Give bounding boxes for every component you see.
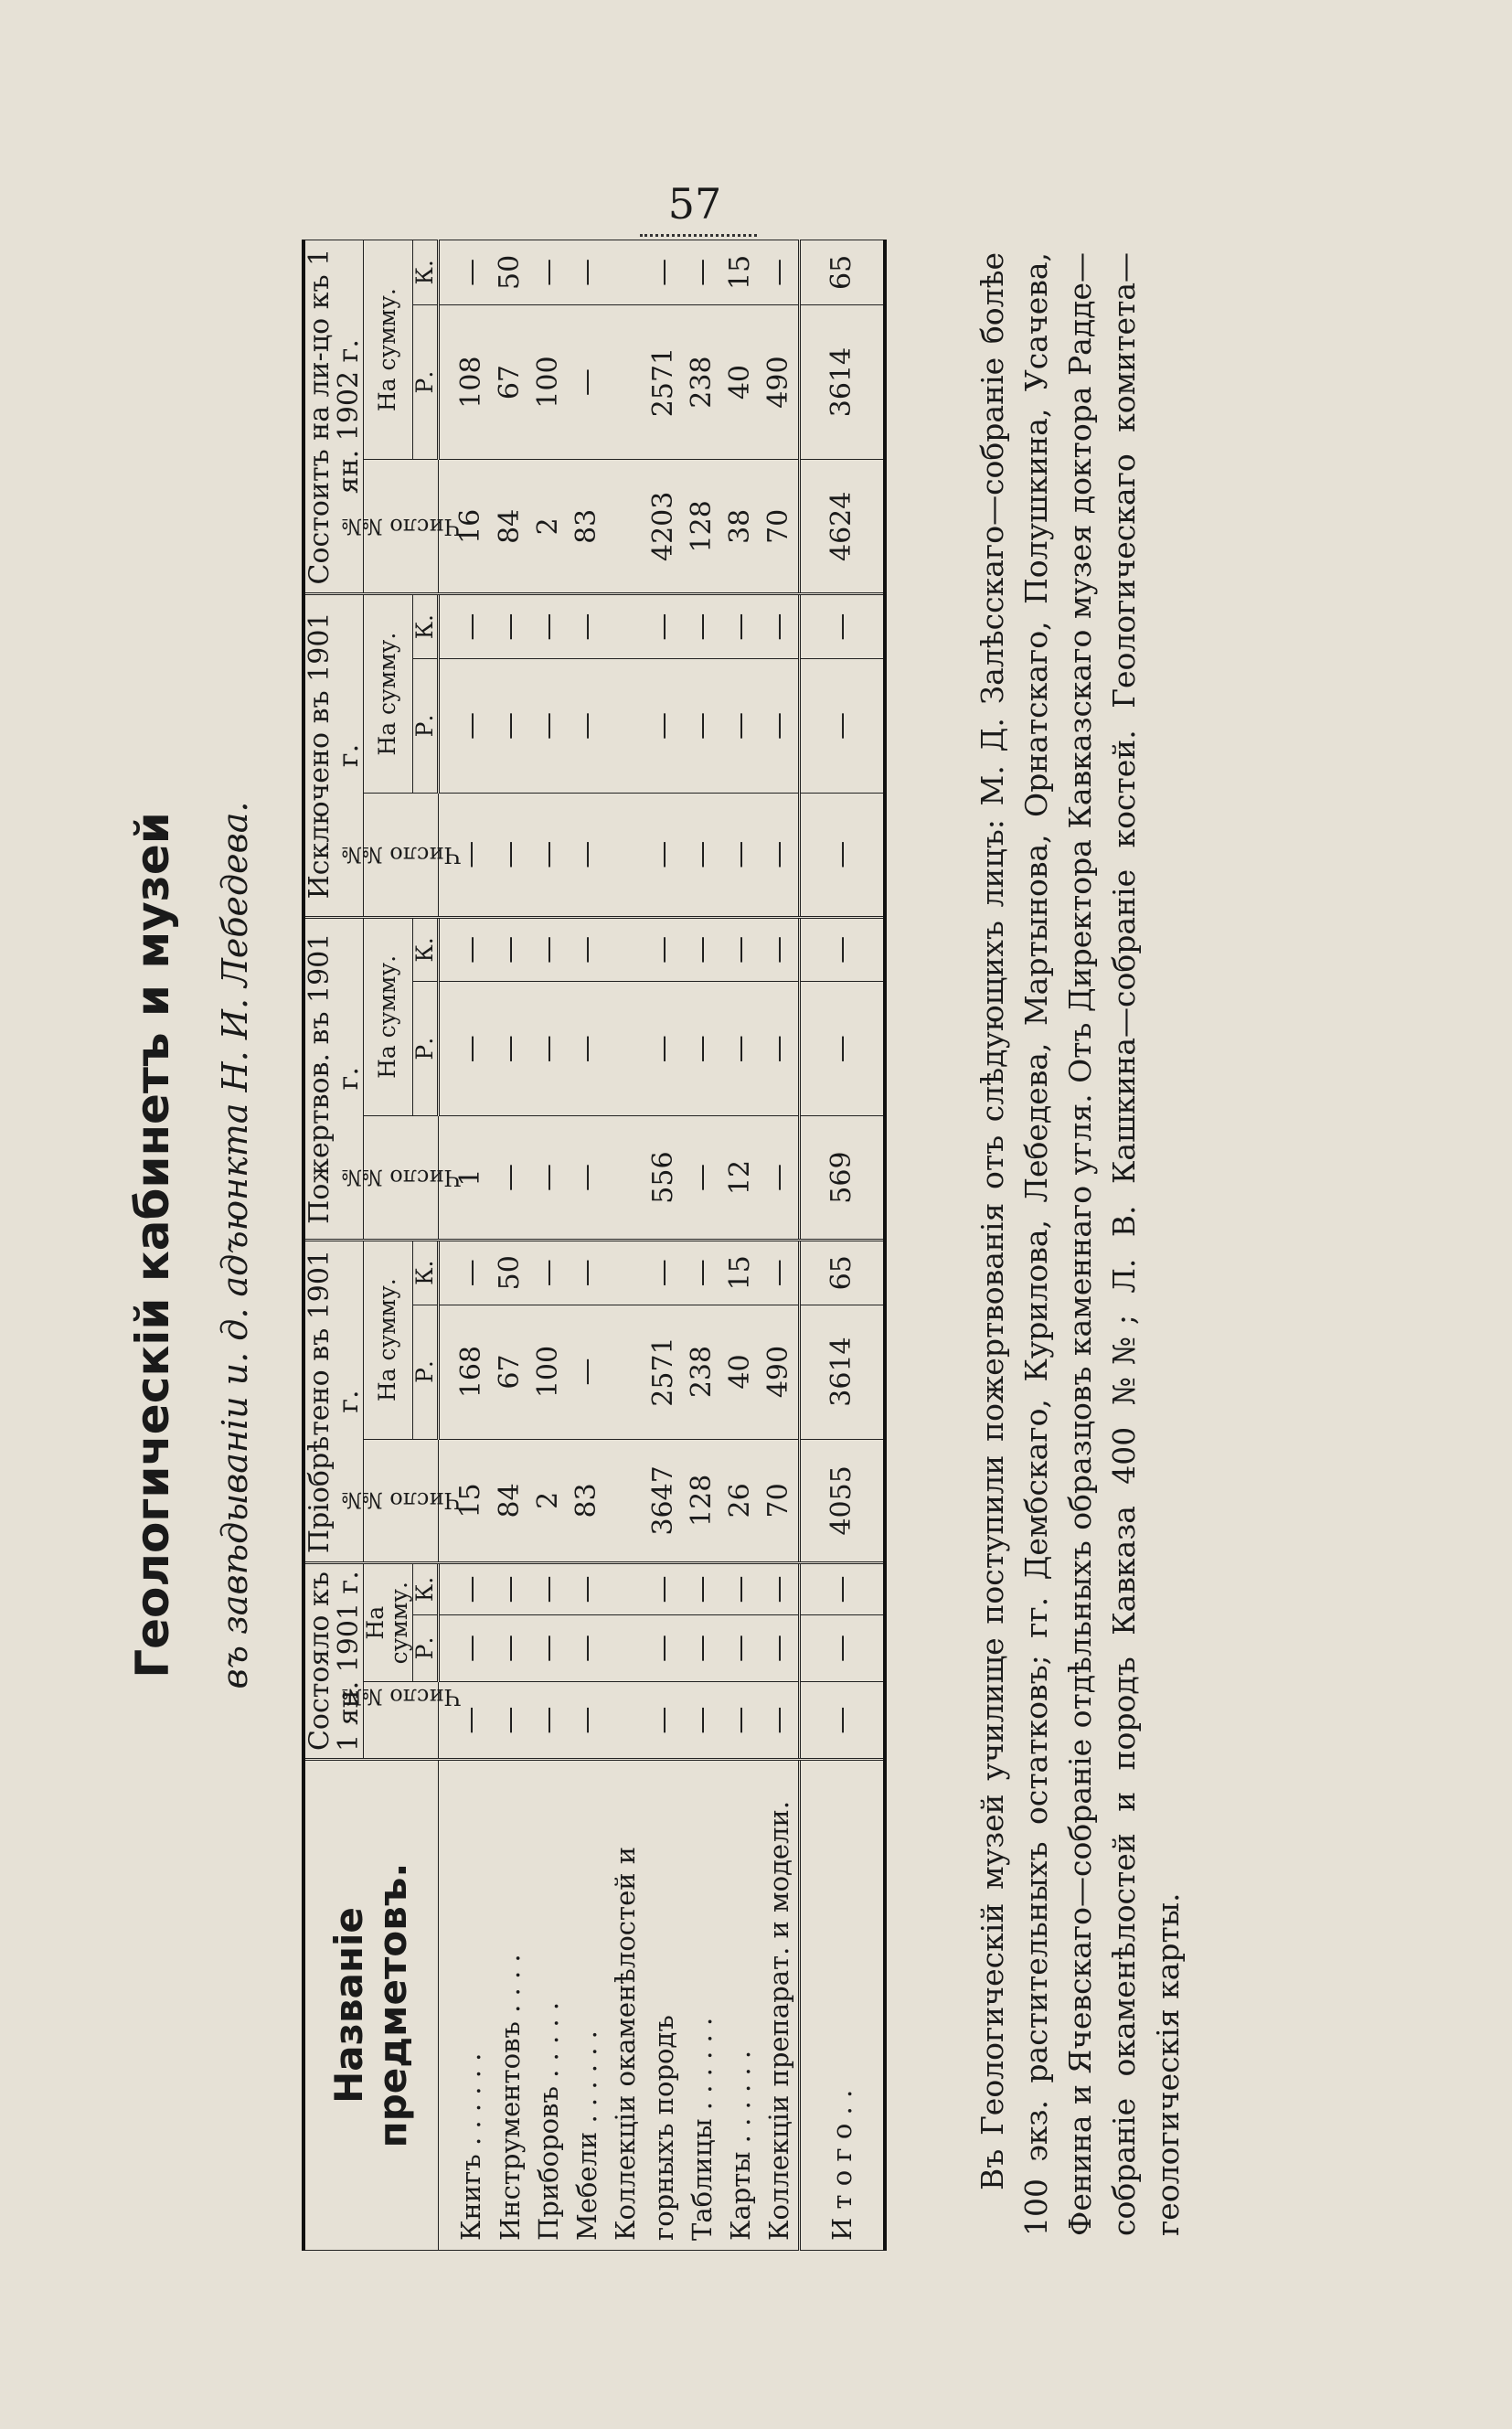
table-cell: —	[644, 1614, 683, 1681]
table-cell: —	[491, 793, 529, 917]
table-cell: 100	[529, 304, 568, 460]
column-header-name: Названіе предметовъ.	[303, 1760, 438, 2251]
row-name: Инструментовъ . . . .	[491, 1760, 529, 2251]
table-cell: 84	[491, 460, 529, 594]
table-cell	[606, 1563, 644, 1615]
table-cell: —	[438, 1682, 491, 1760]
table-cell	[606, 1240, 644, 1305]
subheader-rubles: Р.	[412, 1305, 438, 1439]
table-cell: 490	[760, 1305, 800, 1439]
table-cell: —	[491, 982, 529, 1116]
table-cell: 238	[683, 304, 721, 460]
table-cell: —	[568, 982, 606, 1116]
document-title: Геологическій кабинетъ и музей	[126, 812, 179, 1678]
subheader-sum: На сумму.	[364, 594, 413, 794]
table-cell: —	[683, 658, 721, 793]
subheader-sum: На сумму.	[364, 1563, 413, 1682]
table-cell: —	[644, 1563, 683, 1615]
table-cell: —	[683, 982, 721, 1116]
table-cell: —	[438, 1563, 491, 1615]
document-subtitle: въ завѣдываніи и. д. адъюнкта Н. И. Лебедева.	[215, 801, 255, 1689]
table-cell: —	[438, 917, 491, 982]
table-cell: 108	[438, 304, 491, 460]
row-name: Приборовъ . . . . .	[529, 1760, 568, 2251]
table-cell: —	[438, 793, 491, 917]
table-cell: —	[683, 594, 721, 659]
table-cell: 4055	[799, 1439, 885, 1563]
table-cell: —	[760, 1682, 800, 1760]
table-cell: 15	[438, 1439, 491, 1563]
subheader-number-label: Число №№	[341, 841, 462, 868]
table-cell: —	[568, 1116, 606, 1241]
table-row	[683, 240, 721, 2251]
group-header-excluded: Исключено въ 1901 г.	[303, 594, 364, 917]
row-name: Коллекціи окаменѣлостей и	[606, 1760, 644, 2251]
table-cell: —	[568, 1240, 606, 1305]
table-row	[568, 240, 606, 2251]
table-cell: —	[799, 594, 885, 659]
table-cell: —	[568, 594, 606, 659]
table-cell: 15	[721, 240, 760, 305]
subheader-sum: На сумму.	[364, 1240, 413, 1439]
subheader-rubles: Р.	[412, 304, 438, 460]
table-cell: 168	[438, 1305, 491, 1439]
table-cell: —	[644, 1240, 683, 1305]
subheader-number	[341, 460, 462, 594]
subheader-kopecks: К.	[412, 1240, 438, 1305]
table-cell: 3647	[644, 1439, 683, 1563]
table-cell: —	[683, 1682, 721, 1760]
table-cell: 84	[491, 1439, 529, 1563]
row-name: Коллекціи препарат. и модели.	[760, 1760, 800, 2251]
table-cell: 65	[799, 240, 885, 305]
table-cell	[606, 982, 644, 1116]
table-cell: —	[644, 594, 683, 659]
table-cell: —	[760, 982, 800, 1116]
table-cell	[606, 1682, 644, 1760]
table-cell: 83	[568, 1439, 606, 1563]
table-cell: —	[438, 240, 491, 305]
table-cell: —	[568, 1614, 606, 1681]
row-name: Мебели . . . . . .	[568, 1760, 606, 2251]
page-number: 57	[667, 179, 722, 229]
table-cell: —	[529, 982, 568, 1116]
group-header-donated: Пожертвов. въ 1901 г.	[303, 917, 364, 1240]
table-cell: —	[491, 1614, 529, 1681]
table-row	[644, 240, 683, 2251]
table-cell: —	[644, 982, 683, 1116]
table-cell	[606, 1116, 644, 1241]
row-name: Книгъ . . . . . .	[438, 1760, 491, 2251]
table-cell: 2	[529, 1439, 568, 1563]
table-cell: —	[683, 240, 721, 305]
table-cell: —	[644, 658, 683, 793]
table-cell: —	[760, 240, 800, 305]
subheader-sum: На сумму.	[364, 917, 413, 1116]
table-cell: 15	[721, 1240, 760, 1305]
table-cell: —	[799, 793, 885, 917]
table-cell: —	[760, 1614, 800, 1681]
group-header-acquired: Пріобрѣтено въ 1901 г.	[303, 1240, 364, 1562]
table-cell	[606, 917, 644, 982]
row-name: И т о г о . .	[799, 1760, 885, 2251]
table-cell	[606, 594, 644, 659]
table-cell: —	[568, 304, 606, 460]
table-cell: —	[438, 594, 491, 659]
table-cell: —	[760, 594, 800, 659]
rotated-page-content	[116, 240, 1263, 2251]
table-cell: —	[568, 793, 606, 917]
table-cell: —	[438, 1240, 491, 1305]
table-cell: —	[683, 1614, 721, 1681]
subheader-number-label: Число №№	[341, 514, 462, 540]
subheader-kopecks: К.	[412, 917, 438, 982]
table-cell: 2571	[644, 1305, 683, 1439]
table-cell: —	[760, 917, 800, 982]
table-cell: —	[529, 917, 568, 982]
table-cell: 2	[529, 460, 568, 594]
inventory-table-wrap	[302, 240, 887, 2251]
table-cell: 40	[721, 1305, 760, 1439]
table-row	[529, 240, 568, 2251]
table-cell: —	[799, 658, 885, 793]
table-cell	[606, 1614, 644, 1681]
table-cell: 38	[721, 460, 760, 594]
table-cell: —	[760, 1240, 800, 1305]
table-cell: 4203	[644, 460, 683, 594]
table-cell: —	[529, 1116, 568, 1241]
subheader-number-label: Число №№	[341, 1165, 462, 1191]
table-cell: 26	[721, 1439, 760, 1563]
table-cell: —	[721, 1682, 760, 1760]
table-cell: 65	[799, 1240, 885, 1305]
table-cell	[606, 1439, 644, 1563]
table-cell: —	[491, 917, 529, 982]
table-cell: 12	[721, 1116, 760, 1241]
subheader-number	[341, 793, 462, 917]
table-cell: —	[799, 917, 885, 982]
table-cell: 50	[491, 1240, 529, 1305]
table-cell: —	[644, 917, 683, 982]
table-cell: —	[760, 793, 800, 917]
table-cell: 100	[529, 1305, 568, 1439]
table-cell: —	[721, 658, 760, 793]
table-cell: 2571	[644, 304, 683, 460]
table-cell: 70	[760, 460, 800, 594]
table-cell: —	[529, 1682, 568, 1760]
total-row	[799, 240, 885, 2251]
table-cell: 1	[438, 1116, 491, 1241]
table-cell: —	[644, 1682, 683, 1760]
table-cell: —	[529, 594, 568, 659]
subheader-kopecks: К.	[412, 1563, 438, 1615]
table-cell: —	[760, 1563, 800, 1615]
table-cell: 67	[491, 1305, 529, 1439]
table-cell: 556	[644, 1116, 683, 1241]
table-cell: —	[721, 1614, 760, 1681]
page-number-rule	[640, 234, 757, 237]
subheader-sum: На сумму.	[364, 240, 413, 460]
group-header-1901-start: Состояло къ 1 ян. 1901 г.	[303, 1563, 364, 1760]
subheader-number	[341, 1439, 462, 1563]
table-cell: —	[683, 1116, 721, 1241]
table-cell: 16	[438, 460, 491, 594]
table-cell: —	[799, 1682, 885, 1760]
table-row	[438, 240, 491, 2251]
table-cell: —	[683, 793, 721, 917]
table-cell: —	[529, 1614, 568, 1681]
table-cell: —	[644, 240, 683, 305]
subheader-rubles: Р.	[412, 982, 438, 1116]
subheader-number	[341, 1116, 462, 1241]
table-cell	[606, 460, 644, 594]
table-cell: —	[529, 793, 568, 917]
table-cell: —	[721, 1563, 760, 1615]
table-cell: —	[491, 1682, 529, 1760]
notes-paragraph	[971, 252, 1190, 2236]
table-cell: —	[491, 1116, 529, 1241]
table-cell: —	[721, 982, 760, 1116]
table-cell: —	[644, 793, 683, 917]
row-name: Таблицы . . . . . .	[683, 1760, 721, 2251]
table-cell: 238	[683, 1305, 721, 1439]
table-cell: —	[568, 240, 606, 305]
table-cell	[606, 793, 644, 917]
table-cell: 70	[760, 1439, 800, 1563]
subheader-number	[341, 1682, 462, 1760]
table-cell	[606, 304, 644, 460]
table-cell: —	[529, 240, 568, 305]
table-cell: —	[529, 1240, 568, 1305]
table-cell: —	[491, 1563, 529, 1615]
table-cell: —	[568, 1305, 606, 1439]
row-name: горныхъ породъ	[644, 1760, 683, 2251]
table-cell: —	[529, 658, 568, 793]
table-cell: —	[529, 1563, 568, 1615]
table-cell: —	[760, 658, 800, 793]
table-cell: —	[721, 917, 760, 982]
table-cell: —	[683, 1240, 721, 1305]
table-cell: 569	[799, 1116, 885, 1241]
table-cell	[606, 240, 644, 305]
table-cell: —	[568, 658, 606, 793]
table-cell: —	[799, 1614, 885, 1681]
subheader-number-label: Число №№	[341, 1487, 462, 1514]
table-cell: —	[568, 1563, 606, 1615]
table-cell: —	[799, 1563, 885, 1615]
table-cell	[606, 658, 644, 793]
table-cell: 128	[683, 1439, 721, 1563]
table-cell: —	[721, 793, 760, 917]
row-name: Карты . . . . . .	[721, 1760, 760, 2251]
inventory-table	[302, 240, 887, 2251]
table-cell: —	[438, 1614, 491, 1681]
subheader-kopecks: К.	[412, 594, 438, 659]
table-cell: 83	[568, 460, 606, 594]
table-cell: 4624	[799, 460, 885, 594]
table-row	[491, 240, 529, 2251]
table-cell: —	[721, 594, 760, 659]
table-cell: —	[683, 917, 721, 982]
table-cell: —	[568, 917, 606, 982]
table-cell	[606, 1305, 644, 1439]
table-cell: 3614	[799, 304, 885, 460]
table-cell: —	[491, 658, 529, 793]
notes-text: Въ Геологическій музей училище поступили пожертвованія отъ слѣдующихъ лицъ: М. Д. Залѣсскаго—собраніе болѣе 100 экз. растительныхъ остатковъ; гг. Дембскаго, Курилова, Лебедева, Мартынова, Орнатскаго, Полушкина, Усачева, Фенина и Ячевскаго—собраніе отдѣльныхъ образцовъ каменнаго угля. Отъ Директора Кавказскаго музея доктора Радде—собраніе окаменѣлостей и породъ Кавказа 400 №№; Л. В. Кашкина—собраніе костей. Геологическаго комитета—геологическія карты.	[974, 252, 1186, 2236]
table-cell: —	[683, 1563, 721, 1615]
table-row	[721, 240, 760, 2251]
subheader-number-label: Число №№	[341, 1684, 462, 1710]
table-cell: —	[799, 982, 885, 1116]
subheader-rubles: Р.	[412, 658, 438, 793]
table-cell: 50	[491, 240, 529, 305]
table-cell: 128	[683, 460, 721, 594]
table-cell: —	[438, 982, 491, 1116]
table-cell: —	[491, 594, 529, 659]
table-cell: 3614	[799, 1305, 885, 1439]
table-cell: 67	[491, 304, 529, 460]
table-cell: —	[568, 1682, 606, 1760]
subheader-kopecks: К.	[412, 240, 438, 305]
subheader-rubles: Р.	[412, 1614, 438, 1681]
table-cell: —	[760, 1116, 800, 1241]
table-cell: —	[438, 658, 491, 793]
table-row	[606, 240, 644, 2251]
table-cell: 490	[760, 304, 800, 460]
table-cell: 40	[721, 304, 760, 460]
table-row	[760, 240, 800, 2251]
group-header-1902: Состоитъ на ли-цо къ 1 ян. 1902 г.	[303, 240, 364, 594]
